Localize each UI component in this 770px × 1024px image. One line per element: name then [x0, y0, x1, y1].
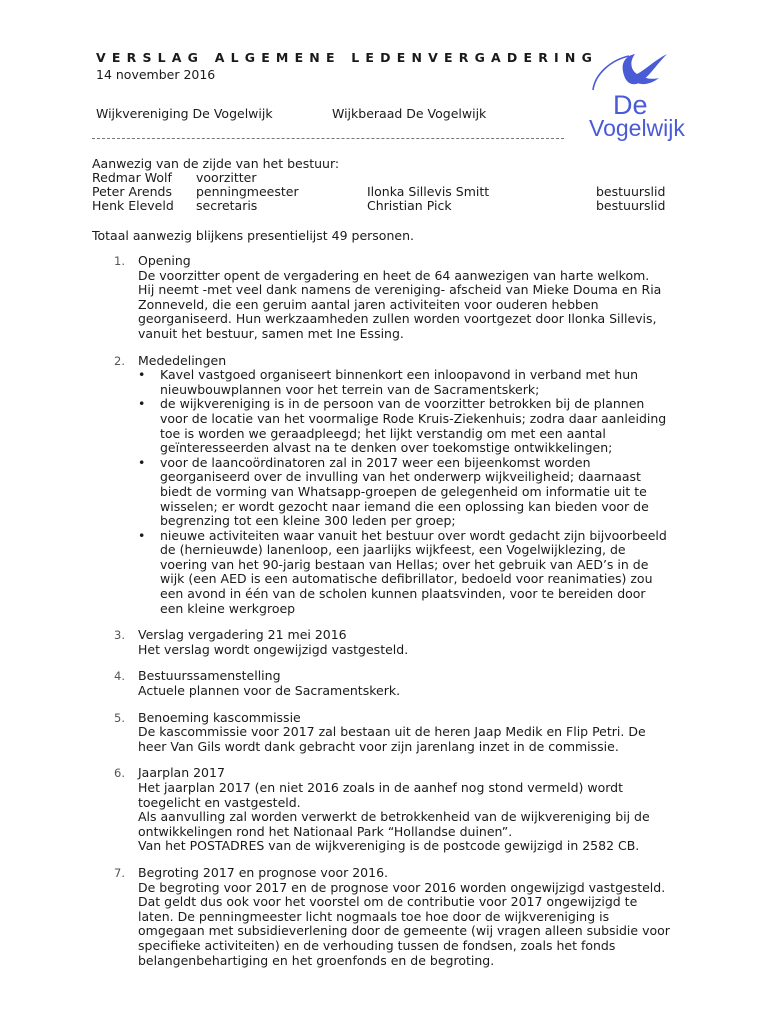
- bullet-line: voering van het 90-jarig bestaan van Hellas; over het gebruik van AED’s in de: [160, 556, 649, 572]
- item-number: 1.: [114, 254, 125, 268]
- agenda-item: [92, 354, 692, 617]
- item-line: laten. De penningmeester licht nogmaals toe hoe door de wijkvereniging is: [138, 908, 610, 924]
- item-number: 7.: [114, 865, 125, 880]
- attendee-role: voorzitter: [196, 170, 257, 185]
- bullet-icon: •: [138, 527, 146, 543]
- item-line: De voorzitter opent de vergadering en heet de 64 aanwezigen van harte welkom.: [138, 267, 650, 283]
- bullet-line: een kleine werkgroep: [160, 600, 296, 616]
- logo-text-line1: De: [613, 90, 648, 120]
- item-title: Verslag vergadering 21 mei 2016: [138, 627, 347, 643]
- attendee-name: Ilonka Sillevis Smitt: [367, 184, 490, 199]
- item-line: toegelicht en vastgesteld.: [138, 794, 301, 810]
- bullet-line: nieuwe activiteiten waar vanuit het bestuur over wordt gedacht zijn bijvoorbeeld: [160, 527, 667, 543]
- bullet-line: Kavel vastgoed organiseert binnenkort een inloopavond in verband met hun: [160, 367, 639, 383]
- agenda-item: [92, 254, 692, 342]
- bullet-icon: •: [138, 396, 146, 412]
- bullet-line: geïnteresseerden alvast na te denken over toekomstige ontwikkelingen;: [160, 440, 613, 456]
- document-title: VERSLAG ALGEMENE LEDENVERGADERING: [96, 50, 599, 65]
- logo-text-line2: Vogelwijk: [589, 115, 685, 141]
- agenda-item: [92, 669, 692, 698]
- attendance-total: Totaal aanwezig blijkens presentielijst 49 personen.: [92, 228, 414, 243]
- bullet-line: begrenzing tot een kleine 300 leden per groep;: [160, 513, 456, 529]
- bullet-line: toe is worden we geraadpleegd; het lijkt verstandig om met een aantal: [160, 425, 606, 441]
- attendee-name: Peter Arends: [92, 184, 172, 199]
- item-line: De begroting voor 2017 en de prognose voor 2016 worden ongewijzigd vastgesteld.: [138, 879, 666, 895]
- bullet-line: een avond in één van de scholen kunnen plaatsvinden, voor te bereiden door: [160, 586, 646, 602]
- item-number: 4.: [114, 669, 125, 684]
- attendee-name: Christian Pick: [367, 198, 452, 213]
- agenda-item: [92, 711, 692, 755]
- item-line: specifieke activiteiten) en de verhouding tussen de fondsen, zoals het fonds: [138, 937, 616, 953]
- bullet-line: wijk (een AED is een automatische defibrillator, bedoeld voor reanimaties) zou: [160, 571, 653, 587]
- list-item: [138, 456, 692, 529]
- attendance-intro: Aanwezig van de zijde van het bestuur:: [92, 156, 340, 171]
- item-line: Hij neemt -met veel dank namens de vereniging- afscheid van Mieke Douma en Ria: [138, 282, 662, 298]
- vogelwijk-logo: [585, 50, 705, 142]
- item-number: 5.: [114, 710, 125, 725]
- attendee-role: bestuurslid: [596, 198, 666, 213]
- attendee-role: bestuurslid: [596, 184, 666, 199]
- item-title: Begroting 2017 en prognose voor 2016.: [138, 864, 389, 880]
- item-title: Mededelingen: [138, 352, 227, 368]
- item-line: Als aanvulling zal worden verwerkt de betrokkenheid van de wijkvereniging bij de: [138, 809, 650, 825]
- bullet-line: wisselen; er wordt gezocht naar iemand die een oplossing kan bieden voor de: [160, 498, 649, 514]
- attendee-role: penningmeester: [196, 184, 299, 199]
- attendee-name: Henk Eleveld: [92, 198, 174, 213]
- dashed-divider: [92, 138, 564, 139]
- item-title: Opening: [138, 253, 191, 268]
- item-line: Dat geldt dus ook voor het voorstel om de contributie voor 2017 ongewijzigd te: [138, 894, 638, 910]
- agenda-list: [92, 254, 692, 980]
- item-line: Van het POSTADRES van de wijkvereniging is de postcode gewijzigd in 2582 CB.: [138, 838, 640, 854]
- bullet-icon: •: [138, 454, 146, 470]
- item-line: ontwikkelingen rond het Nationaal Park “Hollandse duinen”.: [138, 823, 513, 839]
- organization-right: Wijkberaad De Vogelwijk: [332, 106, 487, 121]
- announcement-list: [138, 368, 692, 616]
- attendee-role: secretaris: [196, 198, 258, 213]
- bullet-line: biedt de vorming van Whatsapp-groepen de gelegenheid om informatie uit te: [160, 483, 647, 499]
- item-title: Bestuurssamenstelling: [138, 668, 281, 684]
- agenda-item: [92, 766, 692, 854]
- item-line: heer Van Gils wordt dank gebracht voor zijn jarenlang inzet in de commissie.: [138, 738, 619, 754]
- bullet-line: de wijkvereniging is in de persoon van de voorzitter betrokken bij de plannen: [160, 396, 645, 412]
- item-line: omgegaan met subsidieverlening door de gemeente (wij vragen alleen subsidie voor: [138, 923, 670, 939]
- organization-left: Wijkvereniging De Vogelwijk: [96, 106, 273, 121]
- item-title: Benoeming kascommissie: [138, 709, 301, 725]
- item-number: 2.: [114, 353, 125, 368]
- item-line: georganiseerd. Hun werkzaamheden zullen worden voortgezet door Ilonka Sillevis,: [138, 311, 657, 327]
- item-title: Jaarplan 2017: [138, 765, 225, 781]
- bullet-line: voor de locatie van het voormalige Rode Kruis-Ziekenhuis; zodra daar aanleiding: [160, 410, 667, 426]
- bullet-line: de (hernieuwde) lanenloop, een jaarlijks wijkfeest, een Vogelwijklezing, de: [160, 542, 626, 558]
- item-line: Actuele plannen voor de Sacramentskerk.: [138, 683, 401, 699]
- item-line: vanuit het bestuur, samen met Ine Essing.: [138, 325, 404, 341]
- item-line: Het jaarplan 2017 (en niet 2016 zoals in de aanhef nog stond vermeld) wordt: [138, 780, 624, 795]
- list-item: [138, 397, 692, 455]
- item-number: 3.: [114, 628, 125, 643]
- agenda-item: [92, 866, 692, 968]
- item-line: Zonneveld, die een geruim aantal jaren activiteiten voor ouderen hebben: [138, 296, 599, 312]
- bullet-line: voor de laancoördinatoren zal in 2017 weer een bijeenkomst worden: [160, 454, 591, 470]
- list-item: [138, 368, 692, 397]
- item-number: 6.: [114, 766, 125, 781]
- bullet-line: nieuwbouwplannen voor het terrein van de Sacramentskerk;: [160, 381, 540, 397]
- meeting-date: 14 november 2016: [96, 67, 216, 82]
- attendee-name: Redmar Wolf: [92, 170, 172, 185]
- bullet-line: georganiseerd over de invulling van het onderwerp wijkveiligheid; daarnaast: [160, 469, 641, 485]
- item-line: belangenbehartiging en het groenfonds en de begroting.: [138, 952, 495, 968]
- agenda-item: [92, 628, 692, 657]
- item-line: Het verslag wordt ongewijzigd vastgesteld.: [138, 641, 409, 657]
- bullet-icon: •: [138, 367, 146, 383]
- list-item: [138, 529, 692, 617]
- item-line: De kascommissie voor 2017 zal bestaan uit de heren Jaap Medik en Flip Petri. De: [138, 724, 646, 740]
